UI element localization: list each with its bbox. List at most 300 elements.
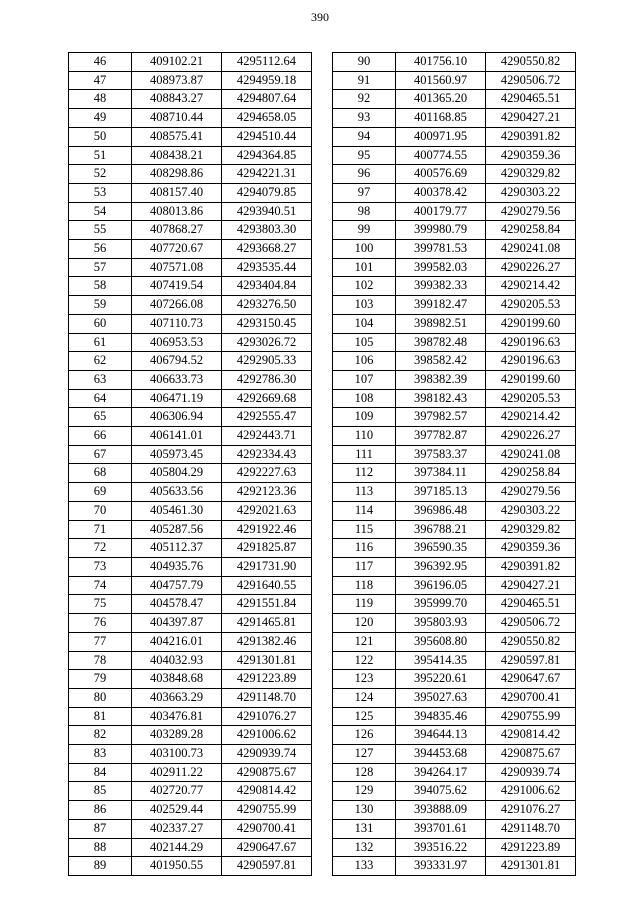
- coord-y: 4290205.53: [486, 296, 576, 315]
- row-index: 85: [69, 782, 132, 801]
- coord-x: 408157.40: [132, 183, 222, 202]
- row-index: 54: [69, 202, 132, 221]
- table-row: [333, 763, 576, 782]
- coord-x: 395414.35: [396, 651, 486, 670]
- table-row: [333, 539, 576, 558]
- row-index: 131: [333, 819, 396, 838]
- row-index: 60: [69, 314, 132, 333]
- row-index: 51: [69, 146, 132, 165]
- row-index: 48: [69, 90, 132, 109]
- coord-y: 4290196.63: [486, 352, 576, 371]
- coord-y: 4290226.27: [486, 258, 576, 277]
- coord-y: 4291148.70: [486, 819, 576, 838]
- row-index: 92: [333, 90, 396, 109]
- coord-y: 4293940.51: [222, 202, 312, 221]
- table-row: [333, 632, 576, 651]
- table-row: [69, 557, 312, 576]
- table-row: [333, 801, 576, 820]
- coord-x: 407419.54: [132, 277, 222, 296]
- coord-x: 407266.08: [132, 296, 222, 315]
- table-row: [333, 745, 576, 764]
- table-row: [333, 838, 576, 857]
- table-row: [69, 240, 312, 259]
- coord-y: 4290647.67: [486, 670, 576, 689]
- row-index: 107: [333, 370, 396, 389]
- page-number: 390: [311, 10, 329, 24]
- row-index: 133: [333, 857, 396, 876]
- coord-x: 404757.79: [132, 576, 222, 595]
- coord-x: 405804.29: [132, 464, 222, 483]
- coord-y: 4290196.63: [486, 333, 576, 352]
- coord-y: 4290391.82: [486, 127, 576, 146]
- table-row: [69, 53, 312, 72]
- coord-y: 4290875.67: [222, 763, 312, 782]
- table-row: [333, 688, 576, 707]
- coord-y: 4294221.31: [222, 165, 312, 184]
- row-index: 77: [69, 632, 132, 651]
- coord-x: 406794.52: [132, 352, 222, 371]
- table-row: [69, 146, 312, 165]
- row-index: 122: [333, 651, 396, 670]
- row-index: 99: [333, 221, 396, 240]
- coord-x: 403100.73: [132, 745, 222, 764]
- table-row: [333, 520, 576, 539]
- coord-x: 394835.46: [396, 707, 486, 726]
- coord-y: 4290939.74: [486, 763, 576, 782]
- table-row: [69, 464, 312, 483]
- row-index: 74: [69, 576, 132, 595]
- coord-y: 4293404.84: [222, 277, 312, 296]
- coord-y: 4292669.68: [222, 389, 312, 408]
- row-index: 113: [333, 483, 396, 502]
- table-row: [333, 427, 576, 446]
- coord-x: 408013.86: [132, 202, 222, 221]
- row-index: 109: [333, 408, 396, 427]
- coord-x: 396392.95: [396, 557, 486, 576]
- row-index: 128: [333, 763, 396, 782]
- row-index: 90: [333, 53, 396, 72]
- coord-y: 4290506.72: [486, 71, 576, 90]
- coord-y: 4291731.90: [222, 557, 312, 576]
- row-index: 97: [333, 183, 396, 202]
- row-index: 76: [69, 614, 132, 633]
- table-row: [333, 819, 576, 838]
- coord-x: 398982.51: [396, 314, 486, 333]
- row-index: 78: [69, 651, 132, 670]
- coord-x: 403289.28: [132, 726, 222, 745]
- coord-y: 4291301.81: [222, 651, 312, 670]
- row-index: 94: [333, 127, 396, 146]
- table-row: [333, 595, 576, 614]
- coord-y: 4290226.27: [486, 427, 576, 446]
- row-index: 125: [333, 707, 396, 726]
- coord-y: 4290814.42: [486, 726, 576, 745]
- row-index: 82: [69, 726, 132, 745]
- row-index: 50: [69, 127, 132, 146]
- coord-y: 4290329.82: [486, 520, 576, 539]
- row-index: 89: [69, 857, 132, 876]
- coord-y: 4293276.50: [222, 296, 312, 315]
- coord-x: 406306.94: [132, 408, 222, 427]
- row-index: 88: [69, 838, 132, 857]
- coord-x: 401950.55: [132, 857, 222, 876]
- coord-x: 399980.79: [396, 221, 486, 240]
- coord-y: 4290550.82: [486, 632, 576, 651]
- table-row: [69, 127, 312, 146]
- row-index: 106: [333, 352, 396, 371]
- coord-y: 4290279.56: [486, 202, 576, 221]
- row-index: 63: [69, 370, 132, 389]
- coord-y: 4294079.85: [222, 183, 312, 202]
- table-row: [69, 801, 312, 820]
- coord-x: 395803.93: [396, 614, 486, 633]
- row-index: 121: [333, 632, 396, 651]
- coord-y: 4290755.99: [486, 707, 576, 726]
- row-index: 124: [333, 688, 396, 707]
- coord-y: 4292227.63: [222, 464, 312, 483]
- coord-y: 4290258.84: [486, 464, 576, 483]
- row-index: 62: [69, 352, 132, 371]
- table-row: [69, 520, 312, 539]
- coord-y: 4290359.36: [486, 146, 576, 165]
- coord-x: 408973.87: [132, 71, 222, 90]
- coord-x: 408710.44: [132, 109, 222, 128]
- coord-x: 400179.77: [396, 202, 486, 221]
- row-index: 112: [333, 464, 396, 483]
- left-coordinate-table: [68, 52, 312, 876]
- table-row: [333, 651, 576, 670]
- coord-y: 4290700.41: [222, 819, 312, 838]
- coord-x: 394075.62: [396, 782, 486, 801]
- row-index: 61: [69, 333, 132, 352]
- table-row: [333, 557, 576, 576]
- table-row: [333, 370, 576, 389]
- row-index: 64: [69, 389, 132, 408]
- row-index: 75: [69, 595, 132, 614]
- coord-x: 398782.48: [396, 333, 486, 352]
- table-row: [333, 333, 576, 352]
- table-row: [333, 614, 576, 633]
- coord-y: 4290241.08: [486, 240, 576, 259]
- coord-x: 407110.73: [132, 314, 222, 333]
- coord-x: 395999.70: [396, 595, 486, 614]
- coord-x: 405112.37: [132, 539, 222, 558]
- coord-x: 396986.48: [396, 501, 486, 520]
- coord-y: 4292905.33: [222, 352, 312, 371]
- table-row: [333, 483, 576, 502]
- row-index: 117: [333, 557, 396, 576]
- coord-x: 398182.43: [396, 389, 486, 408]
- table-row: [333, 464, 576, 483]
- coord-x: 402720.77: [132, 782, 222, 801]
- coord-y: 4291382.46: [222, 632, 312, 651]
- table-row: [333, 71, 576, 90]
- table-row: [333, 296, 576, 315]
- row-index: 127: [333, 745, 396, 764]
- table-row: [333, 857, 576, 876]
- table-row: [333, 782, 576, 801]
- coord-y: 4290814.42: [222, 782, 312, 801]
- coord-x: 395608.80: [396, 632, 486, 651]
- table-row: [69, 501, 312, 520]
- table-row: [69, 314, 312, 333]
- coord-y: 4291076.27: [486, 801, 576, 820]
- coord-x: 397185.13: [396, 483, 486, 502]
- table-row: [69, 352, 312, 371]
- coord-y: 4292786.30: [222, 370, 312, 389]
- coord-x: 404578.47: [132, 595, 222, 614]
- coord-x: 395220.61: [396, 670, 486, 689]
- coord-y: 4293668.27: [222, 240, 312, 259]
- row-index: 120: [333, 614, 396, 633]
- table-row: [69, 782, 312, 801]
- table-row: [333, 109, 576, 128]
- row-index: 116: [333, 539, 396, 558]
- coord-x: 404397.87: [132, 614, 222, 633]
- coord-x: 407571.08: [132, 258, 222, 277]
- row-index: 123: [333, 670, 396, 689]
- row-index: 52: [69, 165, 132, 184]
- table-row: [69, 202, 312, 221]
- coord-y: 4293150.45: [222, 314, 312, 333]
- table-row: [333, 221, 576, 240]
- row-index: 87: [69, 819, 132, 838]
- coord-x: 407868.27: [132, 221, 222, 240]
- coord-y: 4290391.82: [486, 557, 576, 576]
- table-row: [69, 763, 312, 782]
- coord-y: 4294658.05: [222, 109, 312, 128]
- table-row: [69, 427, 312, 446]
- table-row: [69, 109, 312, 128]
- table-row: [69, 632, 312, 651]
- coord-x: 409102.21: [132, 53, 222, 72]
- coord-x: 393331.97: [396, 857, 486, 876]
- coord-y: 4292334.43: [222, 445, 312, 464]
- coord-x: 404935.76: [132, 557, 222, 576]
- table-row: [333, 670, 576, 689]
- coordinate-tables: [68, 52, 576, 876]
- coord-y: 4290939.74: [222, 745, 312, 764]
- coord-y: 4291551.84: [222, 595, 312, 614]
- row-index: 58: [69, 277, 132, 296]
- row-index: 55: [69, 221, 132, 240]
- coord-y: 4290303.22: [486, 501, 576, 520]
- coord-y: 4292443.71: [222, 427, 312, 446]
- coord-y: 4290700.41: [486, 688, 576, 707]
- coord-x: 405633.56: [132, 483, 222, 502]
- table-row: [69, 614, 312, 633]
- table-row: [69, 595, 312, 614]
- row-index: 72: [69, 539, 132, 558]
- table-row: [333, 576, 576, 595]
- table-row: [333, 389, 576, 408]
- table-row: [69, 389, 312, 408]
- table-row: [69, 408, 312, 427]
- row-index: 53: [69, 183, 132, 202]
- coord-y: 4293026.72: [222, 333, 312, 352]
- coord-y: 4291922.46: [222, 520, 312, 539]
- coord-x: 408438.21: [132, 146, 222, 165]
- coord-y: 4294364.85: [222, 146, 312, 165]
- coord-y: 4290199.60: [486, 314, 576, 333]
- coord-x: 399781.53: [396, 240, 486, 259]
- coord-x: 408298.86: [132, 165, 222, 184]
- table-row: [69, 745, 312, 764]
- row-index: 47: [69, 71, 132, 90]
- table-row: [69, 71, 312, 90]
- table-row: [69, 296, 312, 315]
- coord-y: 4290597.81: [486, 651, 576, 670]
- table-row: [333, 165, 576, 184]
- coord-y: 4290597.81: [222, 857, 312, 876]
- coord-y: 4290258.84: [486, 221, 576, 240]
- coord-y: 4290550.82: [486, 53, 576, 72]
- table-row: [333, 707, 576, 726]
- coord-y: 4291465.81: [222, 614, 312, 633]
- table-row: [333, 726, 576, 745]
- row-index: 104: [333, 314, 396, 333]
- table-row: [69, 183, 312, 202]
- coord-y: 4291301.81: [486, 857, 576, 876]
- coord-x: 393701.61: [396, 819, 486, 838]
- table-row: [69, 670, 312, 689]
- row-index: 57: [69, 258, 132, 277]
- table-row: [333, 408, 576, 427]
- coord-y: 4290875.67: [486, 745, 576, 764]
- table-row: [69, 539, 312, 558]
- table-row: [333, 314, 576, 333]
- table-row: [69, 445, 312, 464]
- row-index: 98: [333, 202, 396, 221]
- coord-y: 4291006.62: [222, 726, 312, 745]
- coord-y: 4291148.70: [222, 688, 312, 707]
- table-row: [69, 277, 312, 296]
- coord-x: 402144.29: [132, 838, 222, 857]
- coord-x: 402529.44: [132, 801, 222, 820]
- coord-x: 397982.57: [396, 408, 486, 427]
- coord-x: 397384.11: [396, 464, 486, 483]
- coord-y: 4293803.30: [222, 221, 312, 240]
- table-row: [333, 183, 576, 202]
- row-index: 108: [333, 389, 396, 408]
- coord-x: 399582.03: [396, 258, 486, 277]
- row-index: 130: [333, 801, 396, 820]
- table-row: [69, 726, 312, 745]
- row-index: 103: [333, 296, 396, 315]
- row-index: 111: [333, 445, 396, 464]
- table-row: [69, 688, 312, 707]
- coord-x: 402911.22: [132, 763, 222, 782]
- coord-y: 4290241.08: [486, 445, 576, 464]
- coord-y: 4294959.18: [222, 71, 312, 90]
- coord-y: 4291223.89: [486, 838, 576, 857]
- coord-y: 4291006.62: [486, 782, 576, 801]
- coord-x: 402337.27: [132, 819, 222, 838]
- row-index: 56: [69, 240, 132, 259]
- coord-x: 395027.63: [396, 688, 486, 707]
- coord-x: 397583.37: [396, 445, 486, 464]
- coord-y: 4290647.67: [222, 838, 312, 857]
- table-row: [69, 333, 312, 352]
- table-row: [69, 707, 312, 726]
- coord-x: 404032.93: [132, 651, 222, 670]
- coord-x: 400576.69: [396, 165, 486, 184]
- row-index: 119: [333, 595, 396, 614]
- coord-x: 393888.09: [396, 801, 486, 820]
- coord-x: 400971.95: [396, 127, 486, 146]
- coord-x: 394453.68: [396, 745, 486, 764]
- row-index: 110: [333, 427, 396, 446]
- coord-y: 4290506.72: [486, 614, 576, 633]
- row-index: 114: [333, 501, 396, 520]
- coord-y: 4292021.63: [222, 501, 312, 520]
- table-row: [333, 352, 576, 371]
- coord-x: 401560.97: [396, 71, 486, 90]
- row-index: 66: [69, 427, 132, 446]
- row-index: 83: [69, 745, 132, 764]
- table-row: [333, 277, 576, 296]
- coord-x: 401168.85: [396, 109, 486, 128]
- coord-y: 4290465.51: [486, 595, 576, 614]
- coord-x: 403848.68: [132, 670, 222, 689]
- coord-y: 4290427.21: [486, 109, 576, 128]
- coord-y: 4292123.36: [222, 483, 312, 502]
- coord-x: 406953.53: [132, 333, 222, 352]
- row-index: 118: [333, 576, 396, 595]
- coord-x: 398382.39: [396, 370, 486, 389]
- table-row: [69, 221, 312, 240]
- coord-x: 406471.19: [132, 389, 222, 408]
- coord-y: 4290214.42: [486, 277, 576, 296]
- coord-x: 394644.13: [396, 726, 486, 745]
- table-row: [69, 651, 312, 670]
- coord-x: 398582.42: [396, 352, 486, 371]
- row-index: 71: [69, 520, 132, 539]
- coord-x: 406141.01: [132, 427, 222, 446]
- row-index: 91: [333, 71, 396, 90]
- row-index: 81: [69, 707, 132, 726]
- row-index: 70: [69, 501, 132, 520]
- row-index: 79: [69, 670, 132, 689]
- table-row: [69, 576, 312, 595]
- table-row: [333, 146, 576, 165]
- coord-x: 405287.56: [132, 520, 222, 539]
- coord-y: 4294510.44: [222, 127, 312, 146]
- coord-x: 399382.33: [396, 277, 486, 296]
- row-index: 84: [69, 763, 132, 782]
- coord-y: 4291223.89: [222, 670, 312, 689]
- coord-x: 403476.81: [132, 707, 222, 726]
- row-index: 126: [333, 726, 396, 745]
- row-index: 73: [69, 557, 132, 576]
- row-index: 67: [69, 445, 132, 464]
- table-row: [333, 127, 576, 146]
- row-index: 93: [333, 109, 396, 128]
- row-index: 102: [333, 277, 396, 296]
- table-row: [333, 90, 576, 109]
- coord-x: 401756.10: [396, 53, 486, 72]
- coord-y: 4290329.82: [486, 165, 576, 184]
- coord-x: 408575.41: [132, 127, 222, 146]
- coord-y: 4294807.64: [222, 90, 312, 109]
- coord-y: 4290279.56: [486, 483, 576, 502]
- table-row: [69, 838, 312, 857]
- coord-x: 399182.47: [396, 296, 486, 315]
- coord-x: 401365.20: [396, 90, 486, 109]
- row-index: 96: [333, 165, 396, 184]
- coord-y: 4290199.60: [486, 370, 576, 389]
- table-row: [69, 483, 312, 502]
